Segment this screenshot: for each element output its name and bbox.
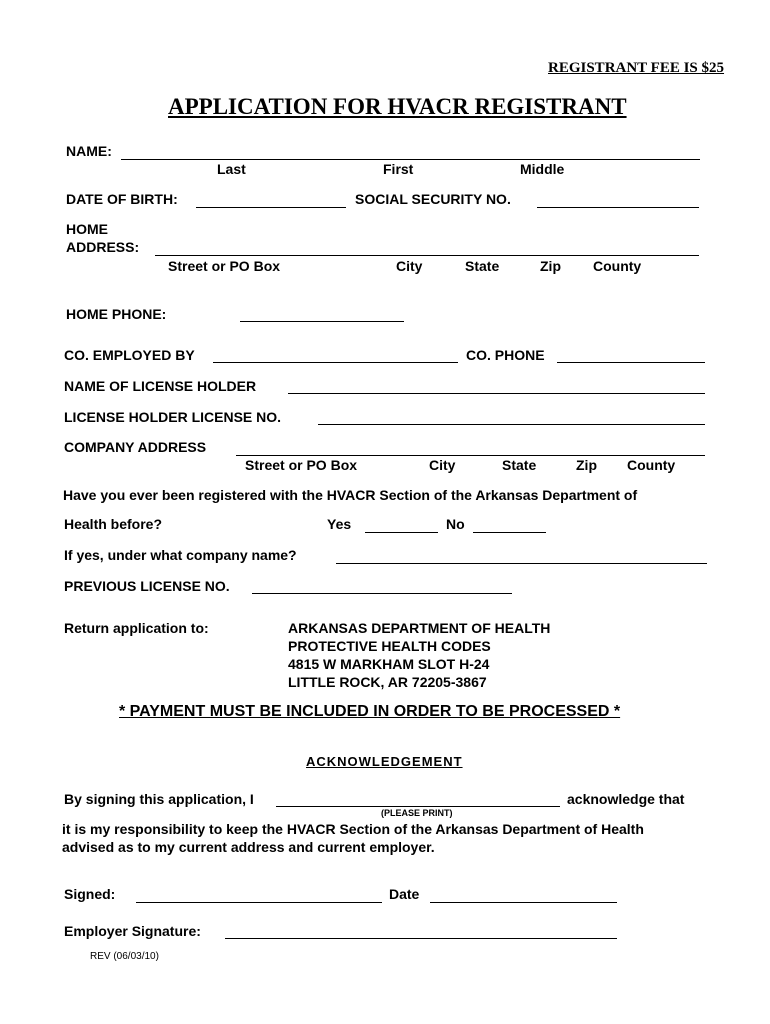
return-to-label: Return application to: [64, 620, 209, 636]
signature-field[interactable] [136, 902, 382, 903]
previous-license-field[interactable] [252, 593, 512, 594]
please-print-note: (PLEASE PRINT) [381, 808, 453, 818]
company-name-question: If yes, under what company name? [64, 547, 297, 563]
home-phone-label: HOME PHONE: [66, 306, 167, 322]
previous-license-label: PREVIOUS LICENSE NO. [64, 578, 230, 594]
return-address-line-1: ARKANSAS DEPARTMENT OF HEALTH [288, 620, 551, 636]
name-label: NAME: [66, 143, 112, 159]
home-sub-county: County [593, 258, 642, 274]
home-sub-street: Street or PO Box [168, 258, 281, 274]
date-field[interactable] [430, 902, 617, 903]
print-name-field[interactable] [276, 806, 560, 807]
acknowledge-that-text: acknowledge that [567, 791, 685, 807]
ssn-label: SOCIAL SECURITY NO. [355, 191, 511, 207]
no-field[interactable] [473, 532, 546, 533]
page-title: APPLICATION FOR HVACR REGISTRANT [168, 94, 627, 119]
home-sub-state: State [465, 258, 500, 274]
acknowledgement-body-2: advised as to my current address and current employer. [62, 839, 435, 855]
company-sub-city: City [429, 457, 456, 473]
yes-label: Yes [327, 516, 352, 532]
name-field[interactable] [121, 159, 700, 160]
company-address-field[interactable] [236, 455, 705, 456]
return-address-line-4: LITTLE ROCK, AR 72205-3867 [288, 674, 487, 690]
home-phone-field[interactable] [240, 321, 404, 322]
license-holder-name-label: NAME OF LICENSE HOLDER [64, 378, 257, 394]
no-label: No [446, 516, 465, 532]
company-sub-county: County [627, 457, 676, 473]
prior-registration-question-1: Have you ever been registered with the HVACR Section of the Arkansas Department of [63, 487, 638, 503]
license-holder-number-field[interactable] [318, 424, 705, 425]
home-address-field[interactable] [155, 255, 699, 256]
date-label: Date [389, 886, 420, 902]
company-address-label: COMPANY ADDRESS [64, 439, 207, 455]
employer-signature-field[interactable] [225, 938, 617, 939]
employer-signature-label: Employer Signature: [64, 923, 201, 939]
home-address-label-1: HOME [66, 221, 108, 237]
company-sub-zip: Zip [576, 457, 597, 473]
acknowledgement-heading: ACKNOWLEDGEMENT [306, 754, 463, 769]
registrant-fee-notice: REGISTRANT FEE IS $25 [548, 60, 725, 76]
company-name-field[interactable] [336, 563, 707, 564]
company-sub-state: State [502, 457, 537, 473]
home-sub-zip: Zip [540, 258, 561, 274]
ssn-field[interactable] [537, 207, 699, 208]
license-holder-number-label: LICENSE HOLDER LICENSE NO. [64, 409, 282, 425]
company-sub-street: Street or PO Box [245, 457, 358, 473]
name-sub-middle: Middle [520, 161, 565, 177]
acknowledgement-body-1: it is my responsibility to keep the HVACR Section of the Arkansas Department of Health [62, 821, 644, 837]
company-phone-label: CO. PHONE [466, 347, 545, 363]
prior-registration-question-2: Health before? [64, 516, 163, 532]
dob-label: DATE OF BIRTH: [66, 191, 178, 207]
license-holder-name-field[interactable] [288, 393, 705, 394]
revision-label: REV (06/03/10) [90, 951, 159, 962]
home-address-label-2: ADDRESS: [66, 239, 140, 255]
dob-field[interactable] [196, 207, 346, 208]
return-address-line-3: 4815 W MARKHAM SLOT H-24 [288, 656, 490, 672]
home-sub-city: City [396, 258, 423, 274]
payment-notice: * PAYMENT MUST BE INCLUDED IN ORDER TO BE PROCESSED * [119, 703, 621, 720]
name-sub-last: Last [217, 161, 246, 177]
return-address-line-2: PROTECTIVE HEALTH CODES [288, 638, 491, 654]
employer-field[interactable] [213, 362, 458, 363]
employer-label: CO. EMPLOYED BY [64, 347, 195, 363]
yes-field[interactable] [365, 532, 438, 533]
company-phone-field[interactable] [557, 362, 705, 363]
signed-label: Signed: [64, 886, 116, 902]
name-sub-first: First [383, 161, 414, 177]
by-signing-text: By signing this application, I [64, 791, 254, 807]
